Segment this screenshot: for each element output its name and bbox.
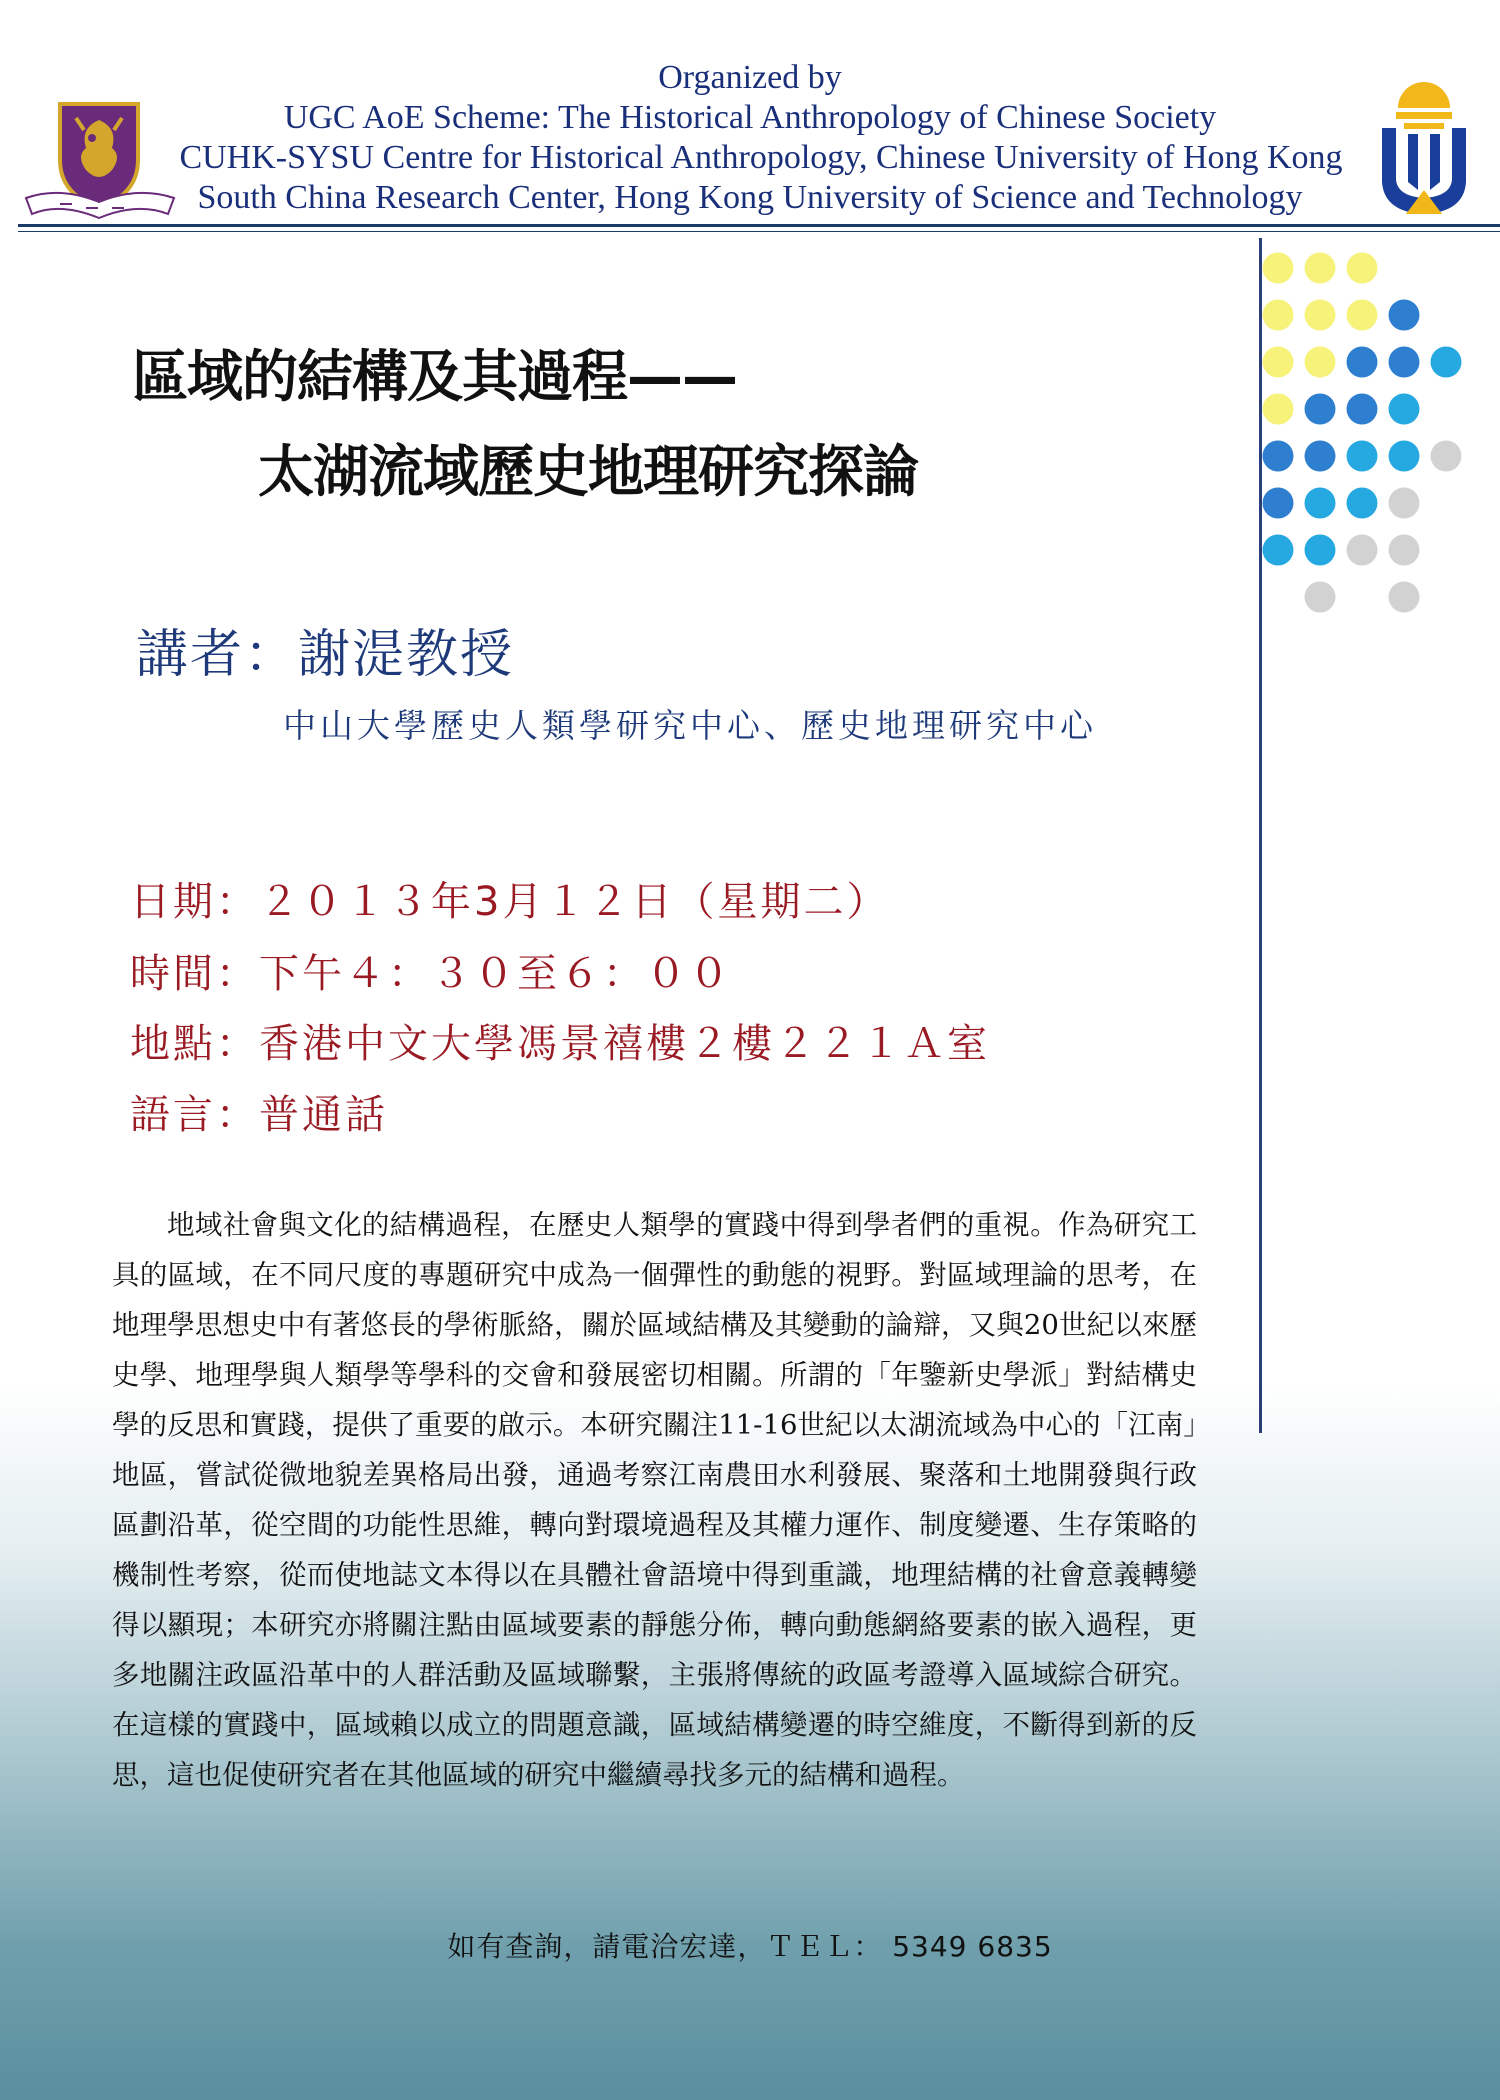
decorative-dot xyxy=(1305,535,1336,566)
decorative-dot xyxy=(1347,253,1378,284)
decorative-dot xyxy=(1389,535,1420,566)
decorative-dot xyxy=(1389,300,1420,331)
decorative-dot xyxy=(1347,394,1378,425)
decorative-dot xyxy=(1389,488,1420,519)
event-date: 日期：２０１３年3月１２日（星期二） xyxy=(130,879,890,925)
event-venue: 地點：香港中文大學馮景禧樓２樓２２１Ａ室 xyxy=(130,1021,990,1067)
decorative-dot xyxy=(1305,394,1336,425)
speaker-name: 講者：謝湜教授 xyxy=(136,625,515,685)
decorative-dot xyxy=(1305,347,1336,378)
event-time: 時間：下午４：３０至６：００ xyxy=(130,951,732,997)
decorative-dot xyxy=(1305,488,1336,519)
header-divider xyxy=(18,224,1500,227)
decorative-dot xyxy=(1305,582,1336,613)
hkust-logo-icon xyxy=(1378,78,1470,220)
lecture-title-line-1: 區域的結構及其過程—— xyxy=(132,345,737,410)
organizer-ugc-aoe: UGC AoE Scheme: The Historical Anthropology of Chinese Society xyxy=(283,99,1217,136)
lecture-title-line-2: 太湖流域歷史地理研究探論 xyxy=(258,440,918,505)
decorative-dot xyxy=(1347,535,1378,566)
decorative-dot xyxy=(1347,347,1378,378)
decorative-dot-grid xyxy=(1262,240,1500,630)
decorative-dot xyxy=(1263,347,1294,378)
decorative-dot xyxy=(1263,535,1294,566)
event-language: 語言：普通話 xyxy=(130,1092,388,1138)
decorative-dot xyxy=(1389,394,1420,425)
decorative-dot xyxy=(1389,347,1420,378)
decorative-dot xyxy=(1263,488,1294,519)
decorative-dot xyxy=(1431,441,1462,472)
decorative-dot xyxy=(1263,441,1294,472)
cuhk-crest-icon xyxy=(20,98,180,223)
decorative-dot xyxy=(1389,441,1420,472)
lecture-abstract: 地域社會與文化的結構過程，在歷史人類學的實踐中得到學者們的重視。作為研究工具的區域，在不同尺度的專題研究中成為一個彈性的動態的視野。對區域理論的思考，在地理學思想史中有著悠長的學術脈絡，關於區域結構及其變動的論辯，又與20世紀以來歷史學、地理學與人類學等學科的交會和發展密切相關。所謂的「年鑒新史學派」對結構史學的反思和實踐，提供了重要的啟示。本研究關注11-16世紀以太湖流域為中心的「江南」地區，嘗試從微地貌差異格局出發，通過考察江南農田水利發展、聚落和土地開發與行政區劃沿革，從空間的功能性思維，轉向對環境過程及其權力運作、制度變遷、生存策略的機制性考察，從而使地誌文本得以在具體社會語境中得到重識，地理結構的社會意義轉變得以顯現；本研究亦將關注點由區域要素的靜態分佈，轉向動態網絡要素的嵌入過程，更多地關注政區沿革中的人群活動及區域聯繫，主張將傳統的政區考證導入區域綜合研究。在這樣的實踐中，區域賴以成立的問題意識，區域結構變遷的時空維度，不斷得到新的反思，這也促使研究者在其他區域的研究中繼續尋找多元的結構和過程。 xyxy=(112,1209,1197,1791)
decorative-dot xyxy=(1431,347,1462,378)
organizer-cuhk-sysu: CUHK-SYSU Centre for Historical Anthropology, Chinese University of Hong Kong xyxy=(179,139,1343,176)
header xyxy=(0,0,1500,235)
decorative-dot xyxy=(1263,394,1294,425)
header-divider-thin xyxy=(18,231,1500,232)
decorative-dot xyxy=(1389,582,1420,613)
decorative-dot xyxy=(1305,441,1336,472)
decorative-dot xyxy=(1347,488,1378,519)
decorative-dot xyxy=(1263,300,1294,331)
decorative-dot xyxy=(1305,300,1336,331)
decorative-dot xyxy=(1305,253,1336,284)
decorative-dot xyxy=(1263,253,1294,284)
speaker-affiliation: 中山大學歷史人類學研究中心、歷史地理研究中心 xyxy=(283,706,1097,745)
organizer-hkust: South China Research Center, Hong Kong University of Science and Technology xyxy=(197,179,1303,216)
decorative-dot xyxy=(1347,441,1378,472)
organized-by-label: Organized by xyxy=(658,59,842,96)
contact-info: 如有查詢，請電洽宏達，ＴＥＬ： 5349 6835 xyxy=(447,1930,1053,1963)
decorative-dot xyxy=(1347,300,1378,331)
